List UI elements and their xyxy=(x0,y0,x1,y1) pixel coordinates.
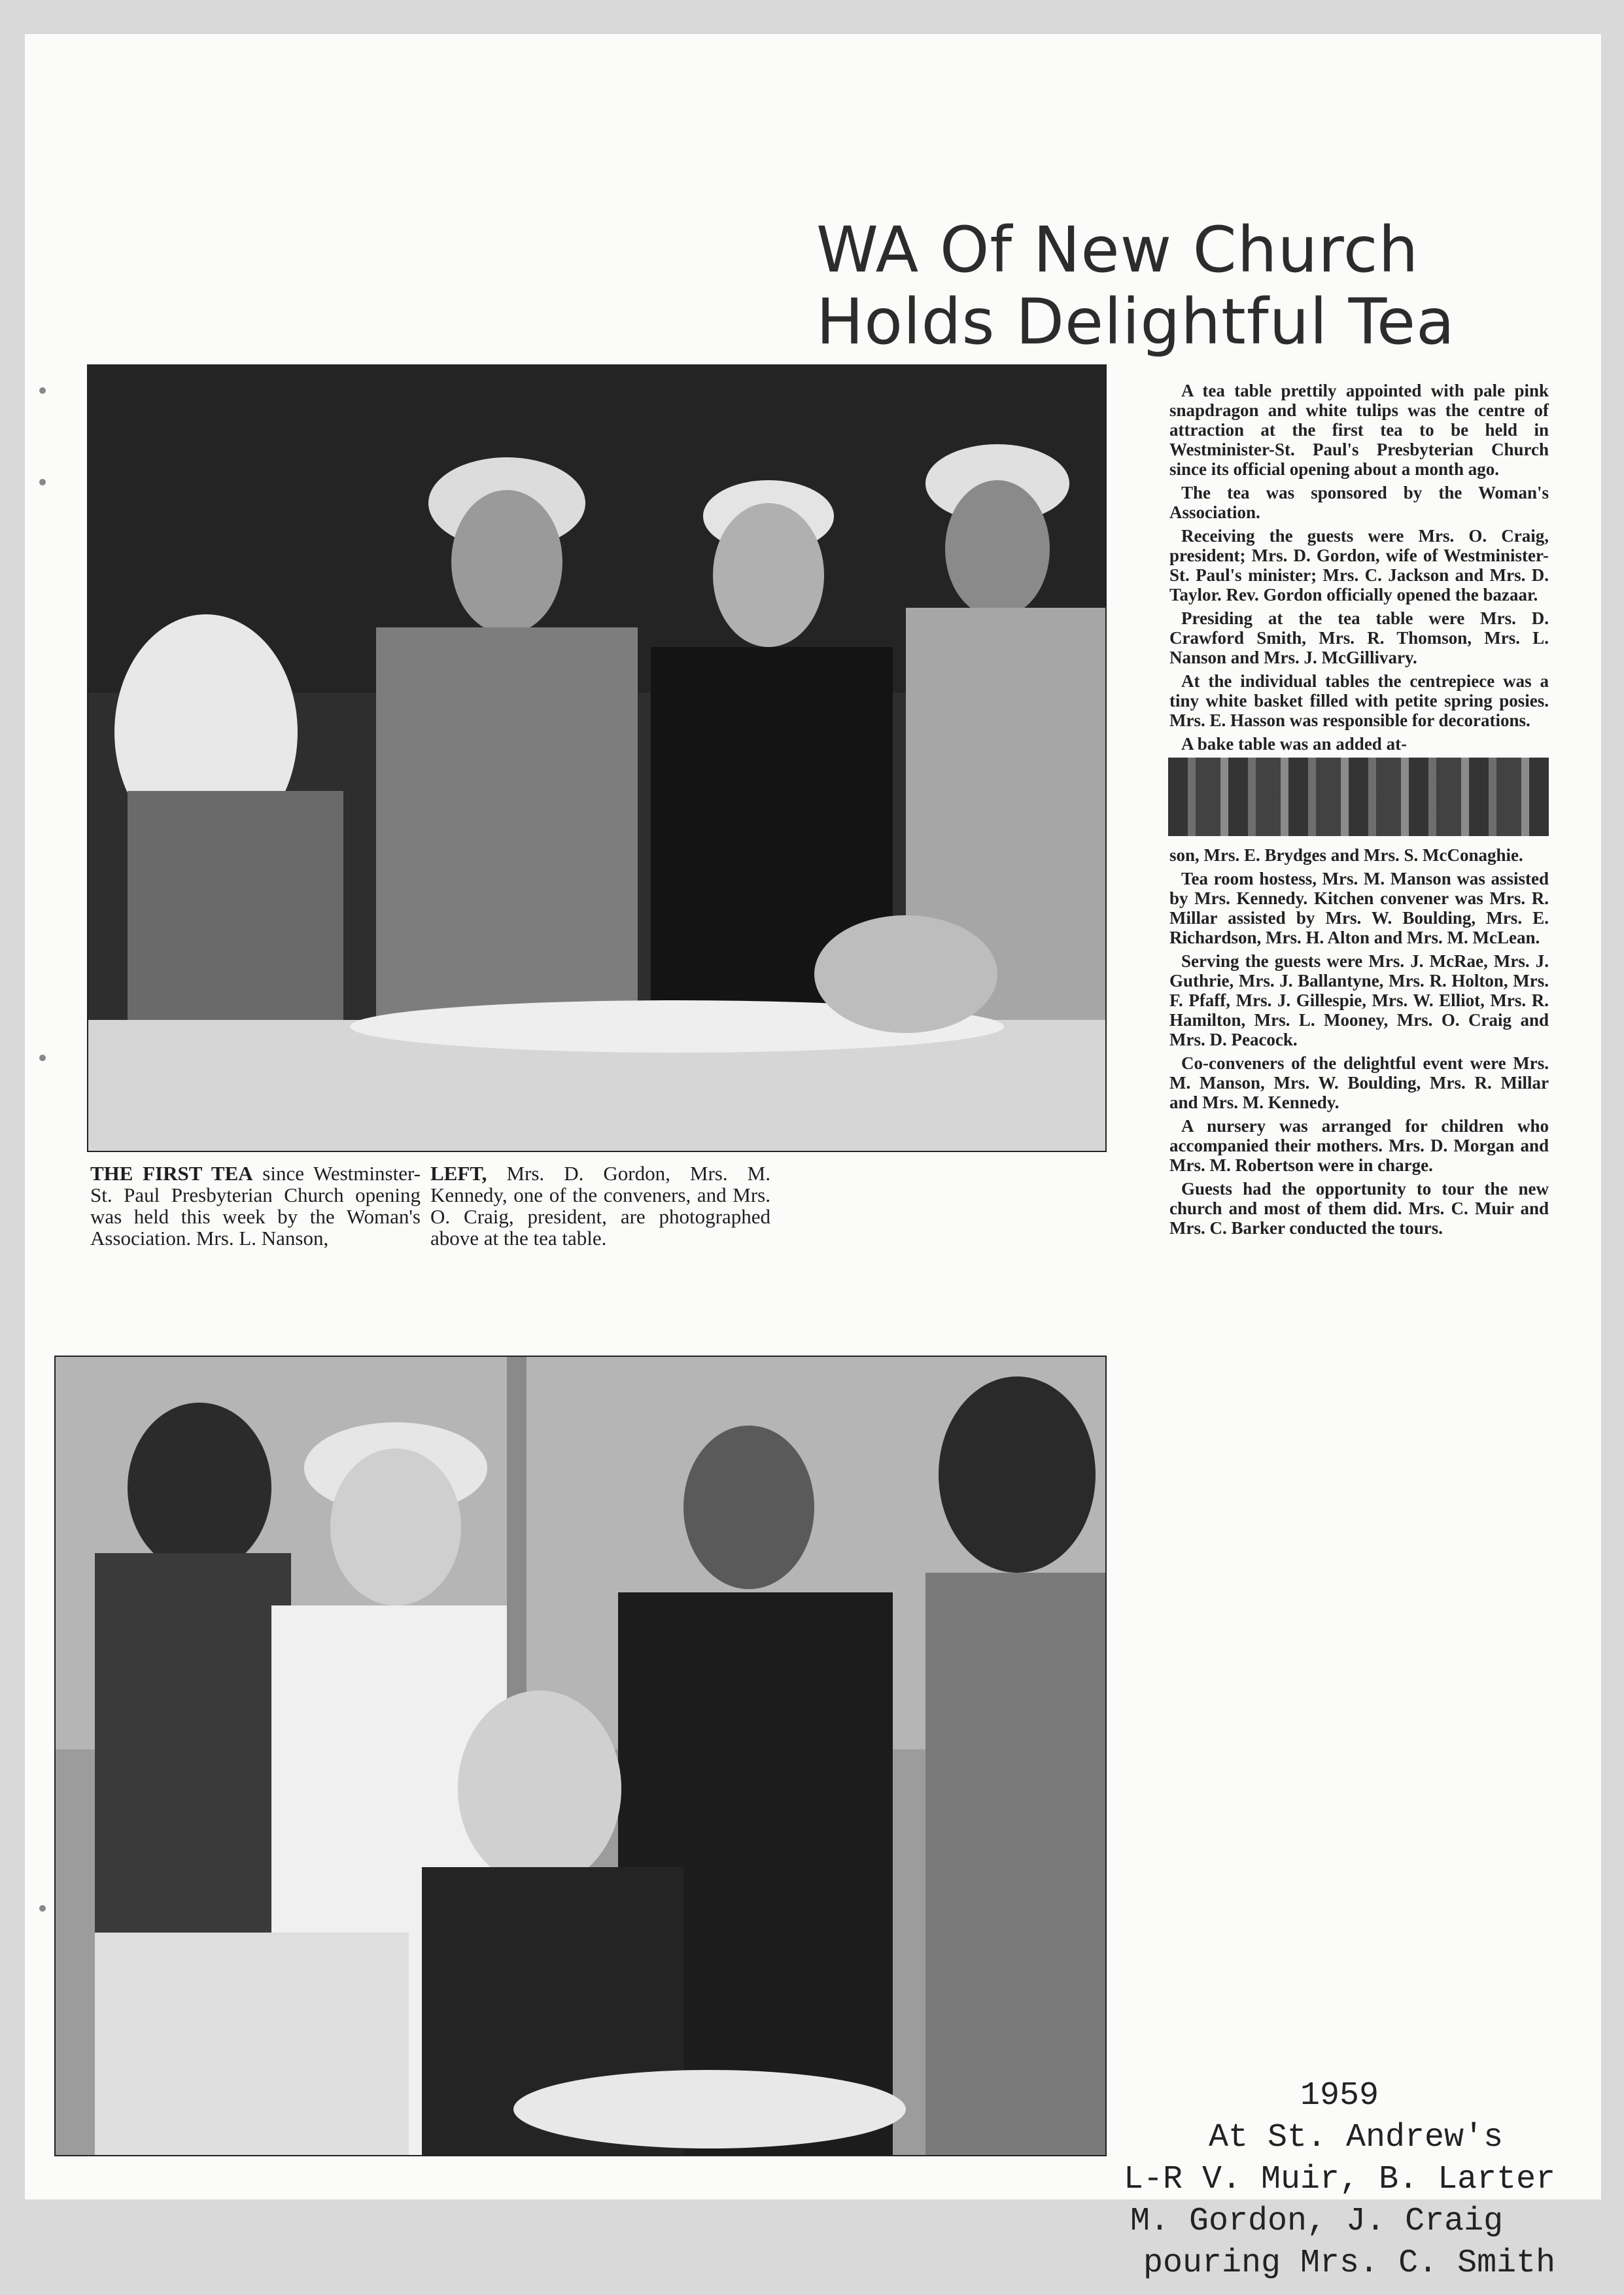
caption-text: since Westminster-St. Paul Presbyterian Church opening was held this week by the Woman's Association. Mrs. L. Nanson, xyxy=(90,1162,421,1250)
article-paragraph: A bake table was an added at- xyxy=(1181,734,1408,754)
note-location: At St. Andrew's xyxy=(1209,2119,1504,2156)
article-paragraph: son, Mrs. E. Brydges and Mrs. S. McConaghie. xyxy=(1169,845,1523,865)
margin-mark xyxy=(39,387,46,394)
article-paragraph: A nursery was arranged for children who accompanied their mothers. Mrs. D. Morgan and Mrs. M. Robertson were in charge. xyxy=(1169,1116,1549,1175)
headline: WA Of New Church Holds Delightful Tea xyxy=(816,213,1455,359)
group-portrait-photo xyxy=(54,1356,1107,2156)
caption-left-lead: LEFT, xyxy=(430,1162,487,1185)
caption-left-text: Mrs. D. Gordon, Mrs. M. Kennedy, one of the conveners, and Mrs. O. Craig, president, are photographed above at the tea table. xyxy=(430,1162,770,1250)
typed-annotation xyxy=(1104,2075,1624,2285)
article-body xyxy=(1169,381,1549,1242)
article-paragraph: Serving the guests were Mrs. J. McRae, Mrs. J. Guthrie, Mrs. J. Ballantyne, Mrs. R. Holton, Mrs. F. Pfaff, Mrs. J. Gillespie, Mrs. W. Elliot, Mrs. R. Hamilton, Mrs. L. Mooney, Mrs. O. Craig and Mrs. D. Peacock. xyxy=(1169,951,1549,1049)
ink-smudge xyxy=(1168,758,1549,836)
article-paragraph: At the individual tables the centrepiece was a tiny white basket filled with petite spring posies. Mrs. E. Hasson was responsible for decorations. xyxy=(1169,671,1549,730)
article-paragraph: Co-conveners of the delightful event were Mrs. M. Manson, Mrs. W. Boulding, Mrs. R. Millar and Mrs. M. Kennedy. xyxy=(1169,1053,1549,1112)
newspaper-clipping-page xyxy=(25,34,1601,2282)
caption-lead: THE FIRST TEA xyxy=(90,1162,253,1185)
note-names-2: M. Gordon, J. Craig xyxy=(1130,2203,1504,2240)
article-paragraph: A tea table prettily appointed with pale pink snapdragon and white tulips was the centre of attraction at the first tea to be held in Westminister-St. Paul's Presbyterian Church since its official opening about a month ago. xyxy=(1169,381,1549,479)
article-paragraph: Presiding at the tea table were Mrs. D. Crawford Smith, Mrs. R. Thomson, Mrs. L. Nanson and Mrs. J. McGillivary. xyxy=(1169,608,1549,667)
note-year: 1959 xyxy=(1300,2077,1379,2114)
margin-mark xyxy=(39,1055,46,1061)
top-photo-caption-right xyxy=(430,1163,770,1249)
photo-illustration xyxy=(88,366,1105,1151)
photo-illustration xyxy=(56,1357,1105,2155)
margin-mark xyxy=(39,1905,46,1912)
note-names-1: L-R V. Muir, B. Larter xyxy=(1124,2161,1556,2198)
top-photo-caption-left xyxy=(90,1163,421,1249)
article-paragraph: The tea was sponsored by the Woman's Association. xyxy=(1169,483,1549,522)
tea-table-photo xyxy=(87,364,1107,1152)
article-paragraph: Guests had the opportunity to tour the new church and most of them did. Mrs. C. Muir and Mrs. C. Barker conducted the tours. xyxy=(1169,1179,1549,1238)
note-pouring: pouring Mrs. C. Smith xyxy=(1143,2245,1556,2282)
article-paragraph: Tea room hostess, Mrs. M. Manson was assisted by Mrs. Kennedy. Kitchen convener was Mrs. R. Millar assisted by Mrs. W. Boulding, Mrs. E. Richardson, Mrs. H. Alton and Mrs. M. McLean. xyxy=(1169,869,1549,947)
margin-mark xyxy=(39,479,46,485)
article-paragraph: Receiving the guests were Mrs. O. Craig, president; Mrs. D. Gordon, wife of Westminister-St. Paul's minister; Mrs. C. Jackson and Mrs. D. Taylor. Rev. Gordon officially opened the bazaar. xyxy=(1169,526,1549,604)
